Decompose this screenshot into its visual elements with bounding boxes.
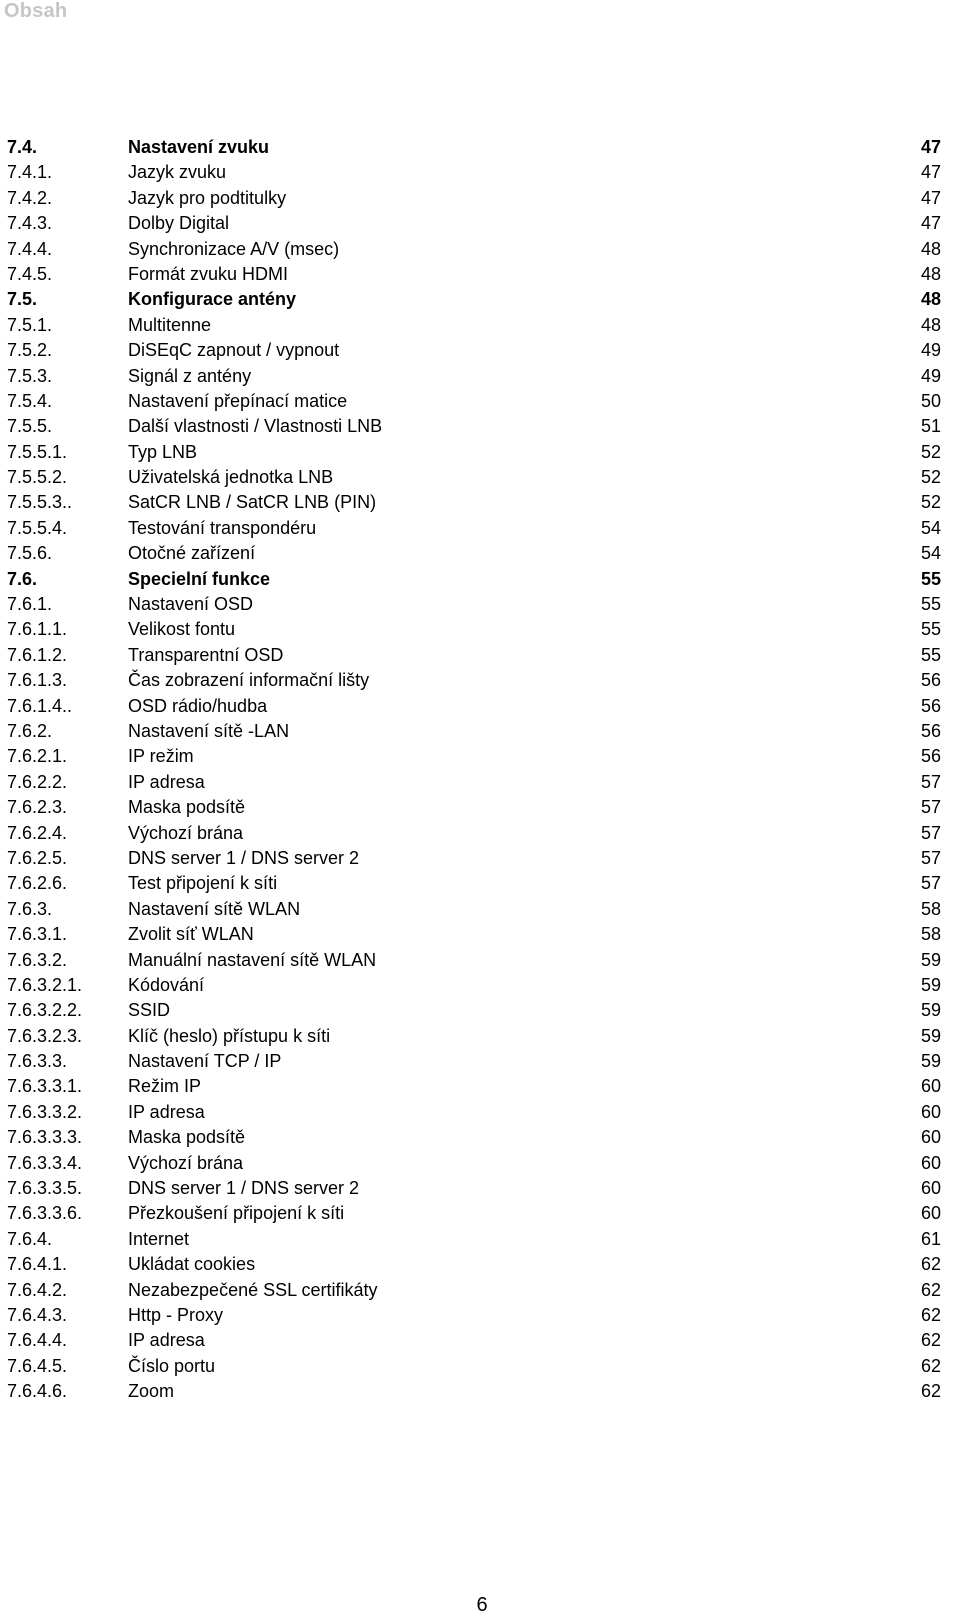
- toc-entry[interactable]: [0, 262, 960, 287]
- toc-entry-title: Nezabezpečené SSL certifikáty: [128, 1279, 378, 1300]
- toc-entry-number: 7.6.3.2.: [7, 949, 68, 970]
- toc-entry[interactable]: [0, 1024, 960, 1049]
- toc-entry-number: 7.6.3.2.1.: [7, 974, 83, 995]
- toc-entry-title: Nastavení zvuku: [128, 137, 270, 157]
- toc-entry[interactable]: [0, 1227, 960, 1252]
- toc-entry[interactable]: [0, 821, 960, 846]
- toc-entry-title: Výchozí brána: [128, 822, 244, 843]
- toc-entry[interactable]: [0, 567, 960, 592]
- toc-entry-number: 7.4.: [7, 137, 38, 157]
- toc-entry-page: 60: [920, 1101, 941, 1122]
- toc-entry-title: Testování transpondéru: [128, 517, 317, 538]
- toc-entry-number: 7.5.5.4.: [7, 517, 68, 538]
- toc-entry-number: 7.6.1.3.: [7, 670, 68, 691]
- toc-entry-page: 58: [920, 924, 941, 945]
- toc-entry-page: 52: [920, 441, 941, 462]
- toc-entry-page: 57: [920, 797, 941, 818]
- toc-entry-page: 55: [920, 594, 941, 615]
- toc-entry-page: 60: [920, 1178, 941, 1199]
- toc-entry-number: 7.5.5.2.: [7, 467, 68, 488]
- toc-entry-title: IP režim: [128, 746, 194, 767]
- toc-entry-page: 62: [920, 1279, 941, 1300]
- toc-entry-number: 7.5.1.: [7, 314, 53, 335]
- toc-entry-page: 57: [920, 822, 941, 843]
- toc-entry-number: 7.4.4.: [7, 238, 53, 259]
- toc-entry-number: 7.6.3.2.2.: [7, 1000, 83, 1021]
- toc-entry-title: OSD rádio/hudba: [128, 695, 268, 716]
- toc-entry-title: SatCR LNB / SatCR LNB (PIN): [128, 492, 377, 513]
- toc-entry-title: Specielní funkce: [128, 568, 271, 589]
- toc-entry-title: Synchronizace A/V (msec): [128, 238, 340, 259]
- toc-entry-page: 62: [920, 1355, 941, 1376]
- toc-entry[interactable]: [0, 922, 960, 947]
- toc-entry-page: 55: [920, 619, 941, 640]
- toc-entry[interactable]: [0, 364, 960, 389]
- toc-entry-title: Otočné zařízení: [128, 543, 256, 564]
- toc-entry-number: 7.5.5.3..: [7, 492, 73, 513]
- toc-entry[interactable]: [0, 770, 960, 795]
- toc-entry-number: 7.5.5.: [7, 416, 53, 437]
- toc-entry-page: 60: [920, 1127, 941, 1148]
- toc-entry-number: 7.6.4.6.: [7, 1381, 68, 1402]
- toc-entry-number: 7.6.1.4..: [7, 695, 73, 716]
- toc-entry-number: 7.6.3.: [7, 898, 53, 919]
- toc-entry-title: Režim IP: [128, 1076, 202, 1097]
- toc-entry-number: 7.6.3.3.3.: [7, 1127, 83, 1148]
- toc-entry[interactable]: [0, 1049, 960, 1074]
- toc-entry[interactable]: [0, 643, 960, 668]
- toc-entry-page: 47: [920, 137, 941, 157]
- toc-entry-page: 59: [920, 1025, 941, 1046]
- toc-entry[interactable]: [0, 237, 960, 262]
- toc-entry-title: Manuální nastavení sítě WLAN: [128, 949, 377, 970]
- toc-entry-page: 52: [920, 467, 941, 488]
- toc-entry-number: 7.6.2.5.: [7, 847, 68, 868]
- toc-entry-number: 7.4.3.: [7, 213, 53, 234]
- toc-entry[interactable]: [0, 998, 960, 1023]
- toc-entry-page: 48: [920, 289, 941, 310]
- toc-entry-number: 7.6.: [7, 568, 38, 589]
- toc-entry[interactable]: [0, 592, 960, 617]
- toc-entry-page: 48: [920, 263, 941, 284]
- toc-entry-title: Multitenne: [128, 314, 212, 335]
- toc-entry-page: 56: [920, 670, 941, 691]
- toc-entry-title: Typ LNB: [128, 441, 198, 462]
- table-of-contents: [0, 135, 960, 1405]
- toc-entry-page: 62: [920, 1254, 941, 1275]
- toc-entry-number: 7.6.3.3.1.: [7, 1076, 83, 1097]
- toc-entry-title: Číslo portu: [128, 1355, 216, 1376]
- toc-entry-title: Konfigurace antény: [128, 289, 297, 310]
- toc-entry-title: SSID: [128, 1000, 171, 1021]
- toc-entry-title: Uživatelská jednotka LNB: [128, 467, 334, 488]
- toc-entry-number: 7.6.3.1.: [7, 924, 68, 945]
- toc-entry[interactable]: [0, 1151, 960, 1176]
- toc-entry[interactable]: [0, 1278, 960, 1303]
- toc-entry-page: 50: [920, 390, 941, 411]
- toc-entry-title: Maska podsítě: [128, 1127, 246, 1148]
- toc-entry-number: 7.5.4.: [7, 390, 53, 411]
- toc-entry-number: 7.5.2.: [7, 340, 53, 361]
- toc-entry-title: Nastavení sítě WLAN: [128, 898, 301, 919]
- toc-entry-title: Další vlastnosti / Vlastnosti LNB: [128, 416, 383, 437]
- toc-entry-page: 55: [920, 568, 941, 589]
- toc-entry-title: Transparentní OSD: [128, 644, 284, 665]
- toc-entry-page: 47: [920, 187, 941, 208]
- toc-entry-number: 7.6.4.5.: [7, 1355, 68, 1376]
- toc-entry-page: 58: [920, 898, 941, 919]
- toc-entry-title: Nastavení TCP / IP: [128, 1051, 282, 1072]
- toc-entry-title: Kódování: [128, 974, 205, 995]
- toc-entry[interactable]: [0, 338, 960, 363]
- toc-entry-title: DiSEqC zapnout / vypnout: [128, 340, 340, 361]
- toc-entry-title: Test připojení k síti: [128, 873, 278, 894]
- toc-entry-number: 7.6.3.3.2.: [7, 1101, 83, 1122]
- toc-entry-page: 60: [920, 1076, 941, 1097]
- toc-entry-number: 7.4.1.: [7, 162, 53, 183]
- toc-entry-number: 7.5.5.1.: [7, 441, 68, 462]
- toc-entry[interactable]: [0, 948, 960, 973]
- toc-entry-title: Jazyk pro podtitulky: [128, 187, 287, 208]
- toc-entry-title: Nastavení sítě -LAN: [128, 720, 290, 741]
- toc-entry-number: 7.6.2.2.: [7, 771, 68, 792]
- toc-entry-number: 7.6.2.3.: [7, 797, 68, 818]
- toc-entry-number: 7.6.3.3.4.: [7, 1152, 83, 1173]
- toc-entry-page: 60: [920, 1152, 941, 1173]
- toc-entry-page: 57: [920, 847, 941, 868]
- toc-entry-title: Nastavení OSD: [128, 594, 254, 615]
- toc-entry[interactable]: [0, 1201, 960, 1226]
- page-number: 6: [476, 1594, 488, 1616]
- toc-entry[interactable]: [0, 871, 960, 896]
- toc-entry[interactable]: [0, 211, 960, 236]
- toc-entry[interactable]: [0, 846, 960, 871]
- toc-entry[interactable]: [0, 1354, 960, 1379]
- toc-entry-number: 7.5.6.: [7, 543, 53, 564]
- toc-entry[interactable]: [0, 668, 960, 693]
- toc-entry[interactable]: [0, 1252, 960, 1277]
- toc-entry[interactable]: [0, 617, 960, 642]
- toc-entry[interactable]: [0, 490, 960, 515]
- toc-entry[interactable]: [0, 1303, 960, 1328]
- toc-entry[interactable]: [0, 694, 960, 719]
- toc-entry-title: Internet: [128, 1228, 190, 1249]
- toc-entry-page: 61: [920, 1228, 941, 1249]
- toc-entry-title: IP adresa: [128, 771, 205, 792]
- toc-entry-title: IP adresa: [128, 1101, 205, 1122]
- toc-entry-page: 49: [920, 365, 941, 386]
- toc-entry-number: 7.4.2.: [7, 187, 53, 208]
- toc-entry[interactable]: [0, 440, 960, 465]
- toc-entry-title: DNS server 1 / DNS server 2: [128, 847, 360, 868]
- toc-entry-page: 47: [920, 162, 941, 183]
- toc-entry-number: 7.6.4.1.: [7, 1254, 68, 1275]
- toc-entry[interactable]: [0, 1125, 960, 1150]
- toc-entry-title: Čas zobrazení informační lišty: [128, 670, 370, 691]
- toc-entry-title: Signál z antény: [128, 365, 252, 386]
- toc-entry-page: 48: [920, 314, 941, 335]
- toc-entry-page: 59: [920, 1051, 941, 1072]
- toc-entry[interactable]: [0, 973, 960, 998]
- toc-entry-number: 7.5.3.: [7, 365, 53, 386]
- toc-entry-title: Zoom: [128, 1381, 175, 1402]
- toc-entry-number: 7.6.2.4.: [7, 822, 68, 843]
- toc-entry-number: 7.6.1.1.: [7, 619, 68, 640]
- toc-entry-title: Přezkoušení připojení k síti: [128, 1203, 345, 1224]
- toc-entry-title: Http - Proxy: [128, 1304, 224, 1325]
- toc-entry-number: 7.4.5.: [7, 263, 53, 284]
- toc-entry-number: 7.6.1.2.: [7, 644, 68, 665]
- toc-entry-title: Zvolit síť WLAN: [128, 924, 254, 945]
- toc-entry-title: Jazyk zvuku: [128, 162, 227, 183]
- toc-entry[interactable]: [0, 541, 960, 566]
- toc-entry-page: 49: [920, 340, 941, 361]
- toc-entry-page: 52: [920, 492, 941, 513]
- toc-entry-page: 56: [920, 695, 941, 716]
- toc-entry[interactable]: [0, 313, 960, 338]
- toc-entry-number: 7.6.2.6.: [7, 873, 68, 894]
- toc-entry-page: 51: [920, 416, 941, 437]
- toc-entry-number: 7.6.3.2.3.: [7, 1025, 83, 1046]
- toc-entry-page: 56: [920, 746, 941, 767]
- toc-entry-title: Výchozí brána: [128, 1152, 244, 1173]
- toc-entry-number: 7.5.: [7, 289, 38, 310]
- toc-entry-page: 62: [920, 1381, 941, 1402]
- toc-entry-number: 7.6.3.3.6.: [7, 1203, 83, 1224]
- toc-entry-number: 7.6.1.: [7, 594, 53, 615]
- toc-entry-page: 55: [920, 644, 941, 665]
- toc-entry-title: Dolby Digital: [128, 213, 230, 234]
- toc-entry-title: Ukládat cookies: [128, 1254, 256, 1275]
- toc-entry-title: Nastavení přepínací matice: [128, 390, 348, 411]
- toc-entry-title: Maska podsítě: [128, 797, 246, 818]
- toc-entry-number: 7.6.2.: [7, 720, 53, 741]
- toc-entry-number: 7.6.3.3.: [7, 1051, 68, 1072]
- toc-entry-page: 47: [920, 213, 941, 234]
- toc-entry-page: 54: [920, 543, 941, 564]
- toc-entry-page: 62: [920, 1304, 941, 1325]
- toc-entry[interactable]: [0, 1176, 960, 1201]
- toc-entry-page: 48: [920, 238, 941, 259]
- toc-entry[interactable]: [0, 186, 960, 211]
- toc-entry-title: IP adresa: [128, 1330, 205, 1351]
- toc-entry[interactable]: [0, 1379, 960, 1404]
- toc-entry-title: Velikost fontu: [128, 619, 236, 640]
- toc-entry[interactable]: [0, 160, 960, 185]
- toc-entry[interactable]: [0, 414, 960, 439]
- toc-entry[interactable]: [0, 719, 960, 744]
- toc-entry-number: 7.6.2.1.: [7, 746, 68, 767]
- toc-entry[interactable]: [0, 897, 960, 922]
- toc-entry[interactable]: [0, 1100, 960, 1125]
- toc-entry-page: 60: [920, 1203, 941, 1224]
- toc-entry[interactable]: [0, 389, 960, 414]
- toc-entry-page: 59: [920, 949, 941, 970]
- toc-entry-number: 7.6.4.: [7, 1228, 53, 1249]
- toc-entry[interactable]: [0, 287, 960, 312]
- toc-entry-number: 7.6.4.2.: [7, 1279, 68, 1300]
- toc-entry-page: 54: [920, 517, 941, 538]
- toc-entry-page: 59: [920, 1000, 941, 1021]
- toc-entry-number: 7.6.3.3.5.: [7, 1178, 83, 1199]
- toc-entry-page: 59: [920, 974, 941, 995]
- toc-entry-title: Klíč (heslo) přístupu k síti: [128, 1025, 331, 1046]
- toc-entry-number: 7.6.4.3.: [7, 1304, 68, 1325]
- toc-entry-number: 7.6.4.4.: [7, 1330, 68, 1351]
- toc-entry-page: 57: [920, 873, 941, 894]
- toc-entry[interactable]: [0, 744, 960, 769]
- toc-entry[interactable]: [0, 135, 960, 160]
- toc-entry[interactable]: [0, 465, 960, 490]
- header-title: Obsah: [4, 0, 68, 22]
- toc-entry[interactable]: [0, 1074, 960, 1099]
- toc-entry[interactable]: [0, 1328, 960, 1353]
- toc-entry-page: 62: [920, 1330, 941, 1351]
- toc-entry[interactable]: [0, 516, 960, 541]
- toc-entry-page: 57: [920, 771, 941, 792]
- toc-entry-title: DNS server 1 / DNS server 2: [128, 1178, 360, 1199]
- toc-entry[interactable]: [0, 795, 960, 820]
- toc-entry-title: Formát zvuku HDMI: [128, 263, 289, 284]
- toc-entry-page: 56: [920, 720, 941, 741]
- page-header: [0, 0, 960, 28]
